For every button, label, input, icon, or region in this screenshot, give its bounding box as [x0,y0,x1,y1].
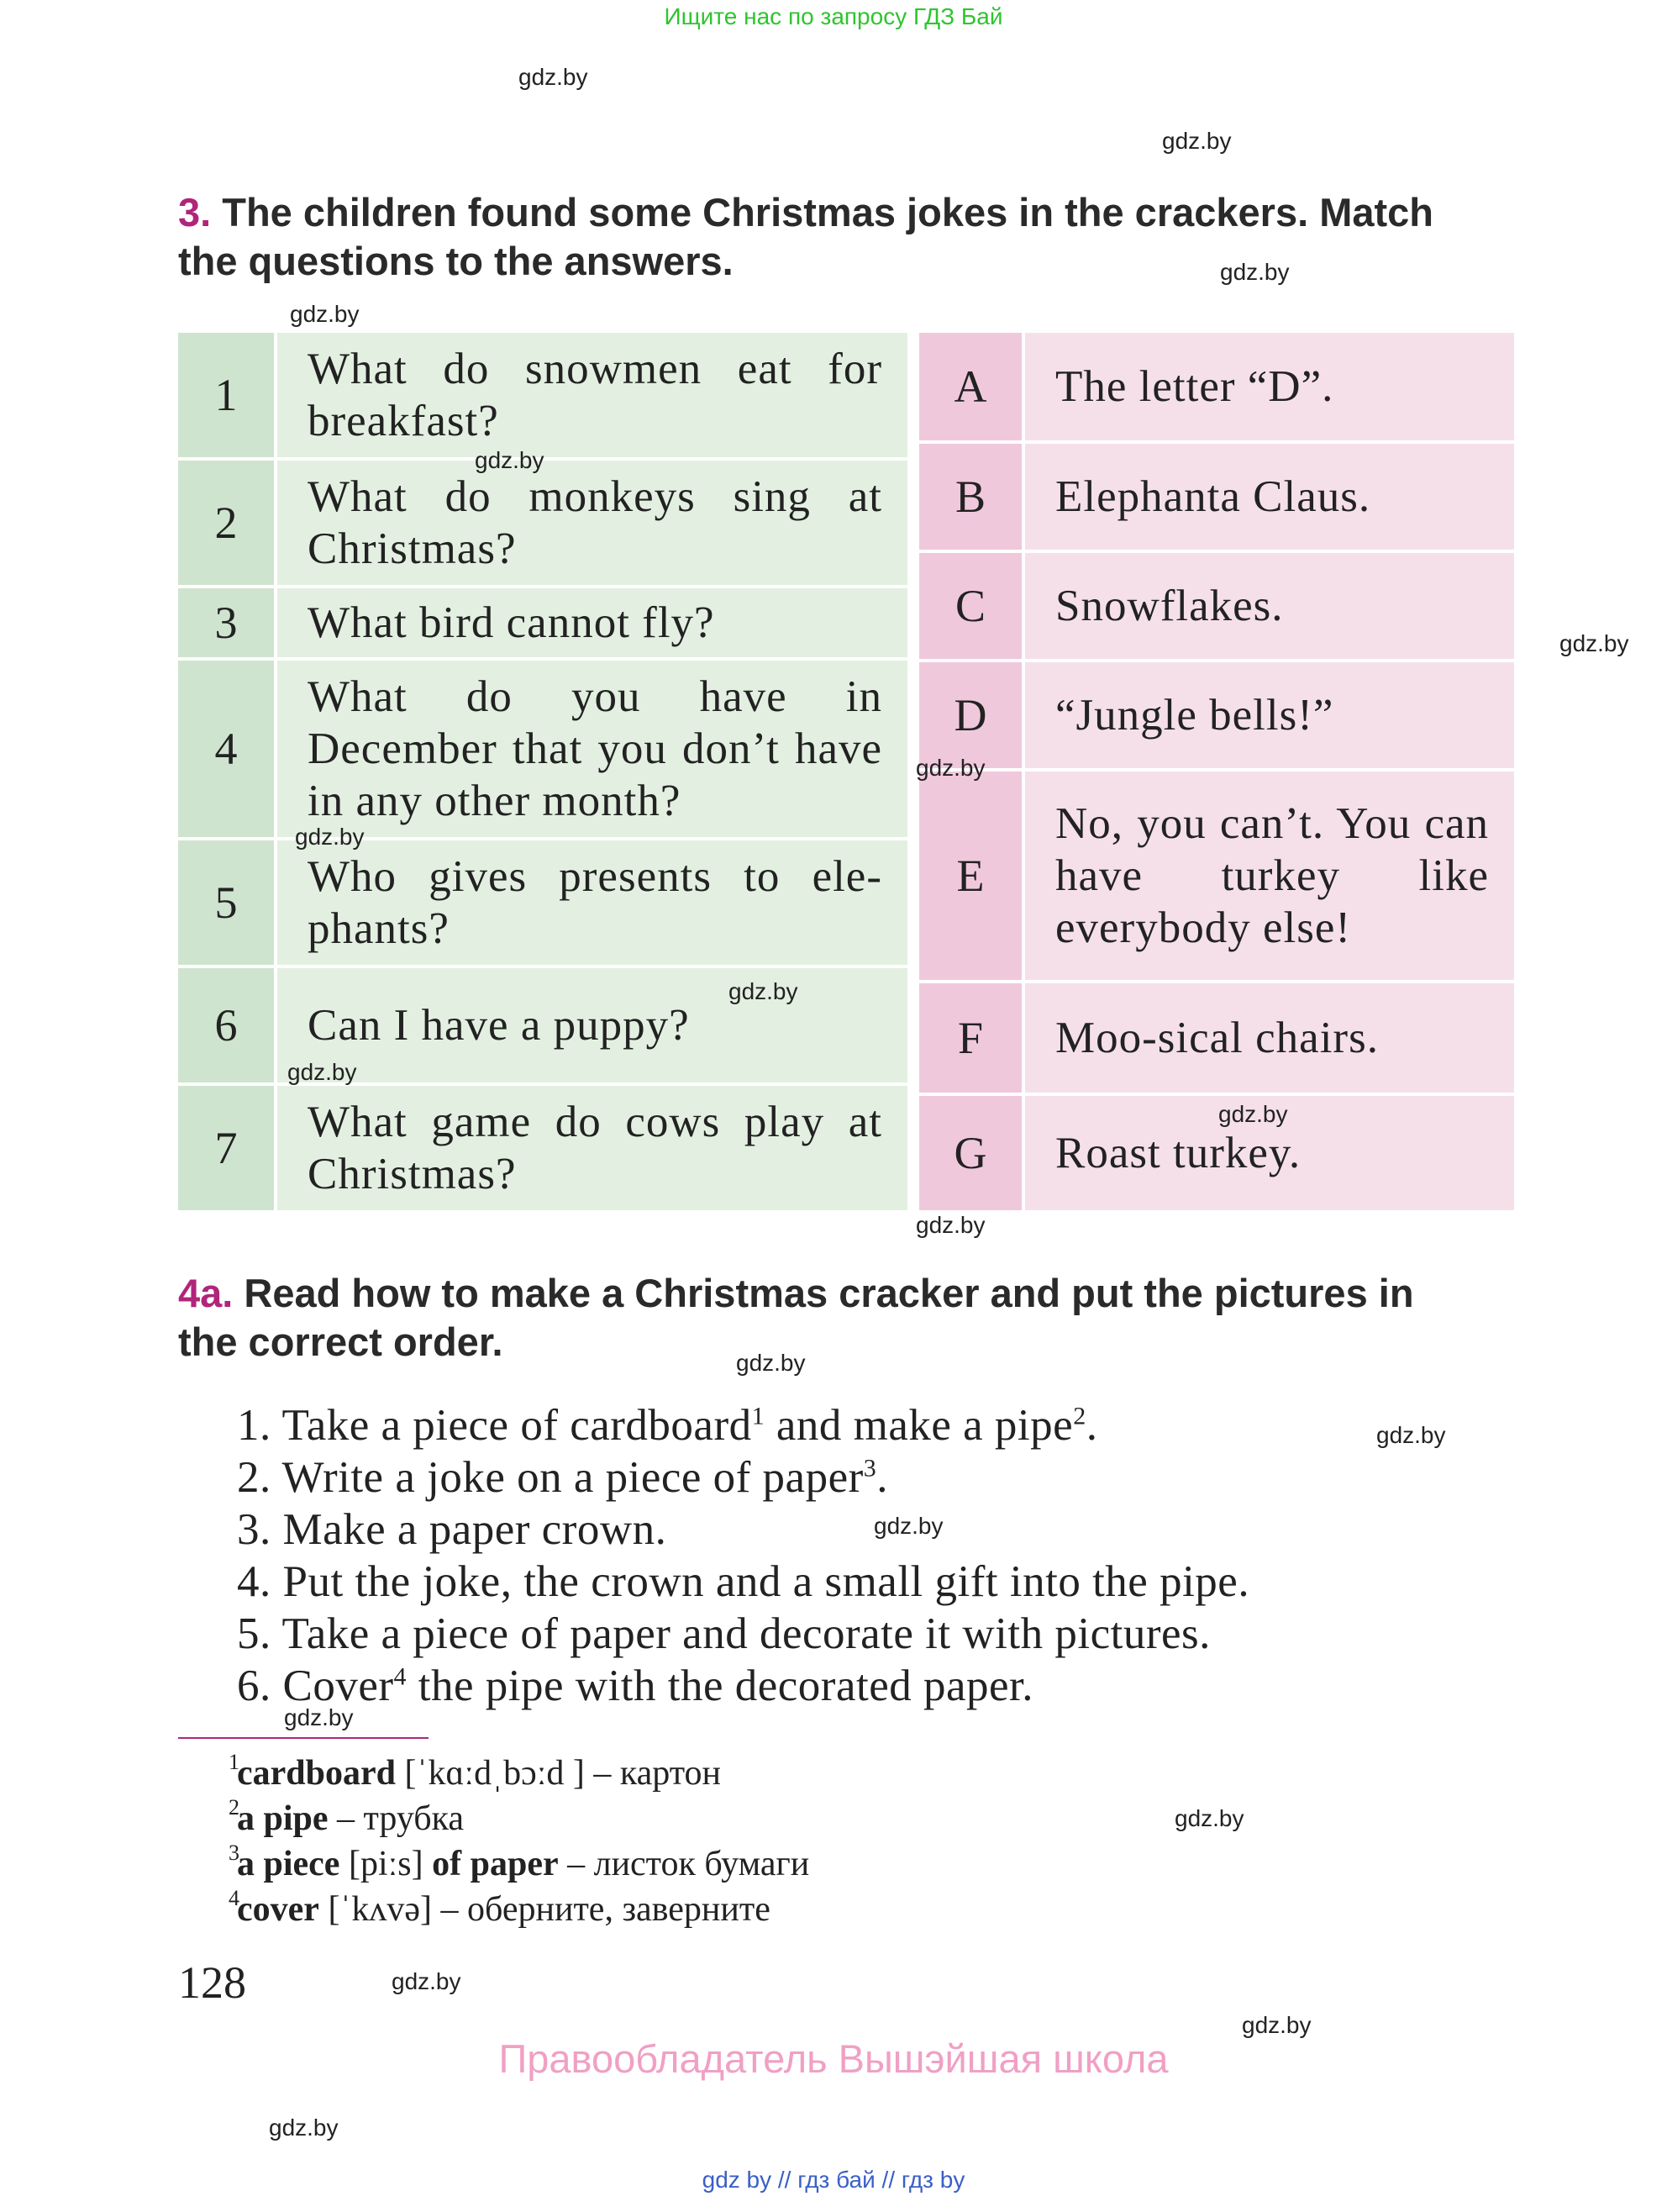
watermark: gdz.by [1175,1805,1244,1831]
watermark: gdz.by [1242,2012,1312,2038]
watermark: gdz.by [916,755,986,781]
exercise-number: 3. [178,190,212,234]
exercise-title: The children found some Christmas jokes in the crackers. Match [222,190,1434,234]
watermark: gdz.by [1376,1422,1446,1448]
question-text: What game do cows play at Christmas? [277,1086,907,1210]
answer-letter: A [919,333,1022,440]
exercise-title-line2: the correct order. [178,1319,503,1364]
exercise-3-heading [178,188,1522,286]
answer-text: No, you can’t. You can have turkey like everybody else! [1025,772,1514,980]
answer-text: Elephanta Claus. [1025,444,1514,550]
watermark: gdz.by [287,1059,357,1085]
watermark: gdz.by [728,978,798,1004]
question-number: 5 [178,840,274,965]
watermark: gdz.by [1559,630,1629,656]
watermark: gdz.by [736,1350,806,1376]
question-number: 4 [178,661,274,837]
top-banner: Ищите нас по запросу ГДЗ Бай [664,3,1003,29]
watermark: gdz.by [295,824,365,850]
exercise-number: 4a. [178,1271,234,1315]
question-number: 6 [178,968,274,1082]
question-number: 3 [178,588,274,657]
watermark: gdz.by [1220,259,1290,285]
exercise-4a-heading [178,1269,1522,1367]
answer-letter: E [919,772,1022,980]
list-item: 2. Write a joke on a piece of paper$^3$. [237,1453,889,1502]
question-text: What bird cannot fly? [277,588,907,657]
footnote: 3 a piece [piːs] of paper – листок бумаги [229,1841,810,1883]
question-number: 2 [178,461,274,585]
answer-letter: B [919,444,1022,550]
question-number: 1 [178,333,274,457]
watermark: gdz.by [392,1968,461,1994]
list-item: 4. Put the joke, the crown and a small gift into the pipe. [237,1557,1250,1606]
footnote-divider [178,1737,429,1739]
answer-letter: G [919,1096,1022,1210]
exercise-title-line2: the questions to the answers. [178,239,734,283]
page-number: 128 [178,1957,246,2008]
watermark: gdz.by [475,447,544,473]
answer-letter: F [919,983,1022,1093]
answer-letter: C [919,553,1022,659]
answer-text: Roast turkey. [1025,1096,1514,1210]
watermark: gdz.by [1162,128,1232,154]
question-number: 7 [178,1086,274,1210]
answer-letter: D [919,662,1022,768]
watermark: gdz.by [284,1704,354,1730]
question-text: What do monkeys sing at Christmas? [277,461,907,585]
list-item: 5. Take a piece of paper and decorate it with pictures. [237,1609,1211,1658]
list-item: 1. Take a piece of cardboard$^1$ and make a pipe$^2$. [237,1401,1098,1450]
answer-text: Snowflakes. [1025,553,1514,659]
answer-text: Moo-sical chairs. [1025,983,1514,1093]
footnote: 2 a pipe – трубка [229,1795,465,1838]
list-item: 6. Cover$^4$ the pipe with the decorated paper. [237,1662,1033,1710]
watermark: gdz.by [1218,1101,1288,1127]
question-text: Who gives presents to ele-phants? [277,840,907,965]
watermark: gdz.by [269,2115,339,2141]
watermark: gdz.by [874,1513,944,1539]
watermark: gdz.by [290,301,360,327]
list-item: 3. Make a paper crown. [237,1505,667,1554]
question-text: Can I have a puppy? [277,968,907,1082]
copyright-notice: Правообладатель Вышэйшая школа [498,2036,1169,2081]
footer-links[interactable]: gdz by // гдз бай // гдз by [702,2167,965,2193]
exercise-title: Read how to make a Christmas cracker and put the pictures in [244,1271,1414,1315]
question-text: What do you have in December that you don’t have in any other month? [277,661,907,837]
watermark: gdz.by [916,1212,986,1238]
footnote: 4 cover [ˈkʌvə] – оберните, заверните [229,1886,770,1929]
question-text: What do snowmen eat for breakfast? [277,333,907,457]
watermark: gdz.by [518,64,588,90]
footnote: 1 cardboard [ˈkɑːdˌbɔːd ] – картон [229,1750,722,1793]
answer-text: “Jungle bells!” [1025,662,1514,768]
answer-text: The letter “D”. [1025,333,1514,440]
